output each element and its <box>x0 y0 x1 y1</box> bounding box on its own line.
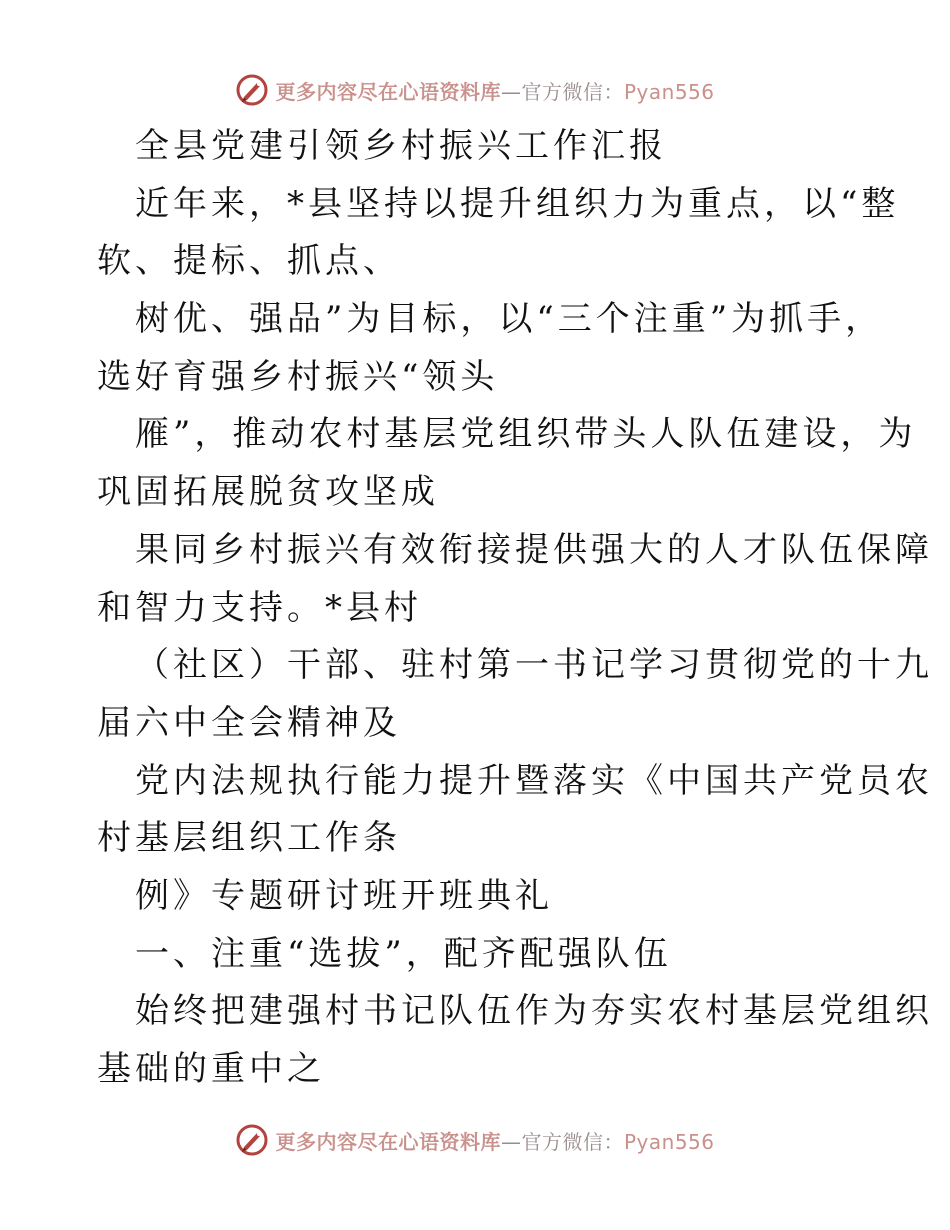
footer-banner-text <box>275 1126 714 1155</box>
footer-wechat-label: 官方微信： <box>521 1129 624 1154</box>
footer-banner-main: 更多内容尽在心语资料库 <box>275 1129 501 1154</box>
footer-banner-content <box>235 1123 714 1157</box>
pen-logo-icon <box>235 73 269 107</box>
paragraph-line: 软、提标、抓点、 <box>97 241 401 282</box>
header-banner <box>0 70 950 110</box>
header-wechat-label: 官方微信： <box>521 79 624 104</box>
pen-logo-icon <box>235 1123 269 1157</box>
document-body <box>97 118 933 1099</box>
header-banner-text <box>275 76 714 105</box>
paragraph-line: 巩固拓展脱贫攻坚成 <box>97 472 439 513</box>
paragraph-line: 选好育强乡村振兴“领头 <box>97 356 499 397</box>
paragraph-line: 果同乡村振兴有效衔接提供强大的人才队伍保障 <box>135 529 933 570</box>
header-banner-separator: — <box>500 79 522 104</box>
document-title: 全县党建引领乡村振兴工作汇报 <box>135 126 667 166</box>
paragraph-line: 党内法规执行能力提升暨落实《中国共产党员农 <box>135 760 933 801</box>
paragraph-line: 树优、强品”为目标，以“三个注重”为抓手， <box>135 299 884 340</box>
header-banner-main: 更多内容尽在心语资料库 <box>275 79 501 104</box>
section-heading: 一、注重“选拔”，配齐配强队伍 <box>135 933 672 974</box>
paragraph-line: 雁”，推动农村基层党组织带头人队伍建设，为 <box>135 414 917 455</box>
footer-banner-separator: — <box>500 1129 522 1154</box>
paragraph-line: 近年来，*县坚持以提升组织力为重点，以“整 <box>135 183 900 224</box>
paragraph-line: 基础的重中之 <box>97 1049 325 1089</box>
footer-banner <box>0 1120 950 1160</box>
paragraph-line: 村基层组织工作条 <box>97 818 401 859</box>
paragraph-line: 届六中全会精神及 <box>97 702 401 743</box>
paragraph-line: 始终把建强村书记队伍作为夯实农村基层党组织 <box>135 991 933 1032</box>
header-banner-content <box>235 73 714 107</box>
paragraph-line: 例》专题研讨班开班典礼 <box>135 875 553 916</box>
paragraph-line: （社区）干部、驻村第一书记学习贯彻党的十九 <box>135 645 933 686</box>
paragraph-line: 和智力支持。*县村 <box>97 587 422 628</box>
header-wechat-id: Pyan556 <box>623 79 715 104</box>
footer-wechat-id: Pyan556 <box>623 1129 715 1154</box>
